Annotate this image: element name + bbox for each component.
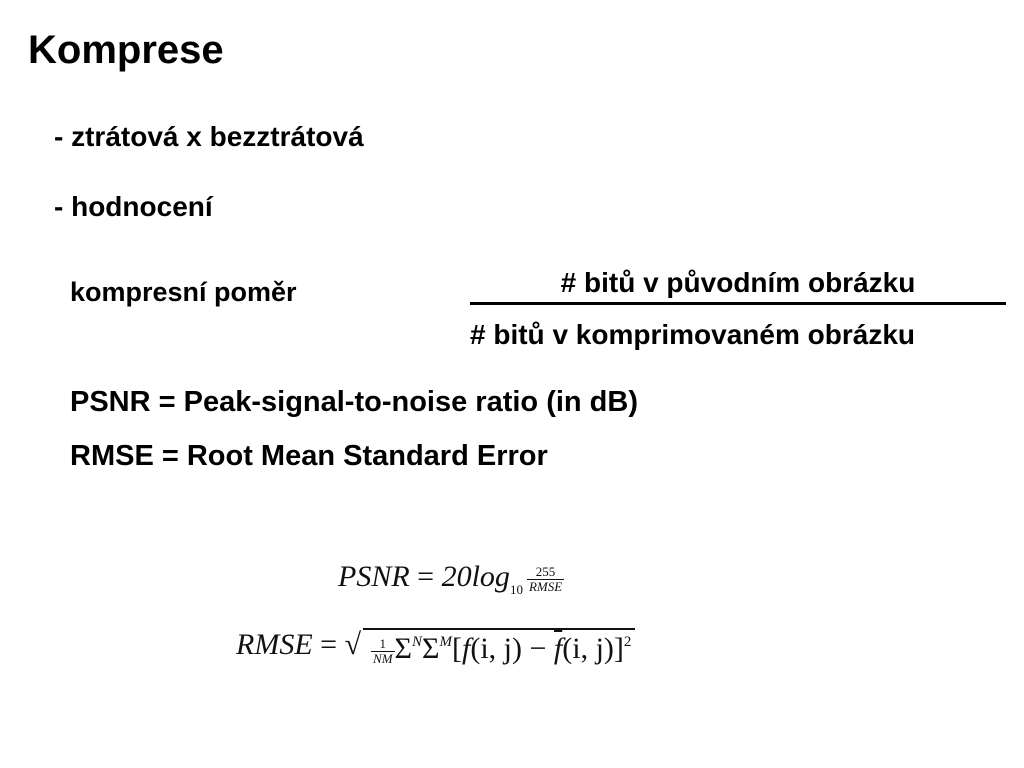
args-original: (i, j) — [470, 632, 522, 666]
sqrt-body — [363, 628, 635, 666]
f-compressed: $\overline{f}$ — [553, 632, 563, 666]
minus-sign: − — [521, 632, 554, 666]
args-compressed: (i, j) — [562, 632, 614, 666]
rmse-frac-den: NM — [373, 650, 393, 666]
rmse-lhs: RMSE — [236, 628, 313, 661]
rmse-definition: RMSE = Root Mean Standard Error — [70, 440, 548, 472]
compression-ratio-label: kompresní poměr — [70, 277, 297, 307]
rmse-fraction — [371, 637, 395, 666]
ratio-denominator: # bitů v komprimovaném obrázku — [470, 319, 915, 350]
psnr-lhs: PSNR — [338, 560, 410, 593]
bullet-evaluation: - hodnocení — [54, 191, 213, 222]
left-bracket: [ — [451, 632, 462, 666]
psnr-frac-num: 255 — [527, 565, 564, 580]
psnr-formula — [338, 560, 564, 598]
psnr-log-base: 10 — [509, 582, 523, 597]
bullet-lossy-lossless: - ztrátová x bezztrátová — [54, 121, 364, 152]
square-exponent: 2 — [623, 634, 632, 651]
rmse-equals: = — [312, 628, 345, 661]
psnr-log: 20log — [441, 560, 510, 593]
fraction-line — [470, 302, 1006, 305]
right-bracket: ] — [613, 632, 624, 666]
psnr-fraction — [527, 565, 564, 594]
psnr-equals: = — [409, 560, 442, 593]
f-original: f — [461, 632, 471, 666]
sum-n-limit: N — [412, 634, 423, 651]
sum-n: Σ — [394, 632, 412, 666]
sum-m: Σ — [422, 632, 440, 666]
slide-title: Komprese — [28, 28, 224, 72]
sqrt-icon: √ — [344, 628, 362, 661]
psnr-definition: PSNR = Peak-signal-to-noise ratio (in dB) — [70, 386, 638, 418]
sum-m-limit: M — [439, 634, 452, 651]
psnr-frac-den: RMSE — [528, 578, 563, 594]
rmse-frac-num: 1 — [371, 637, 395, 652]
rmse-formula — [236, 628, 635, 666]
ratio-numerator: # bitů v původním obrázku — [560, 267, 916, 298]
